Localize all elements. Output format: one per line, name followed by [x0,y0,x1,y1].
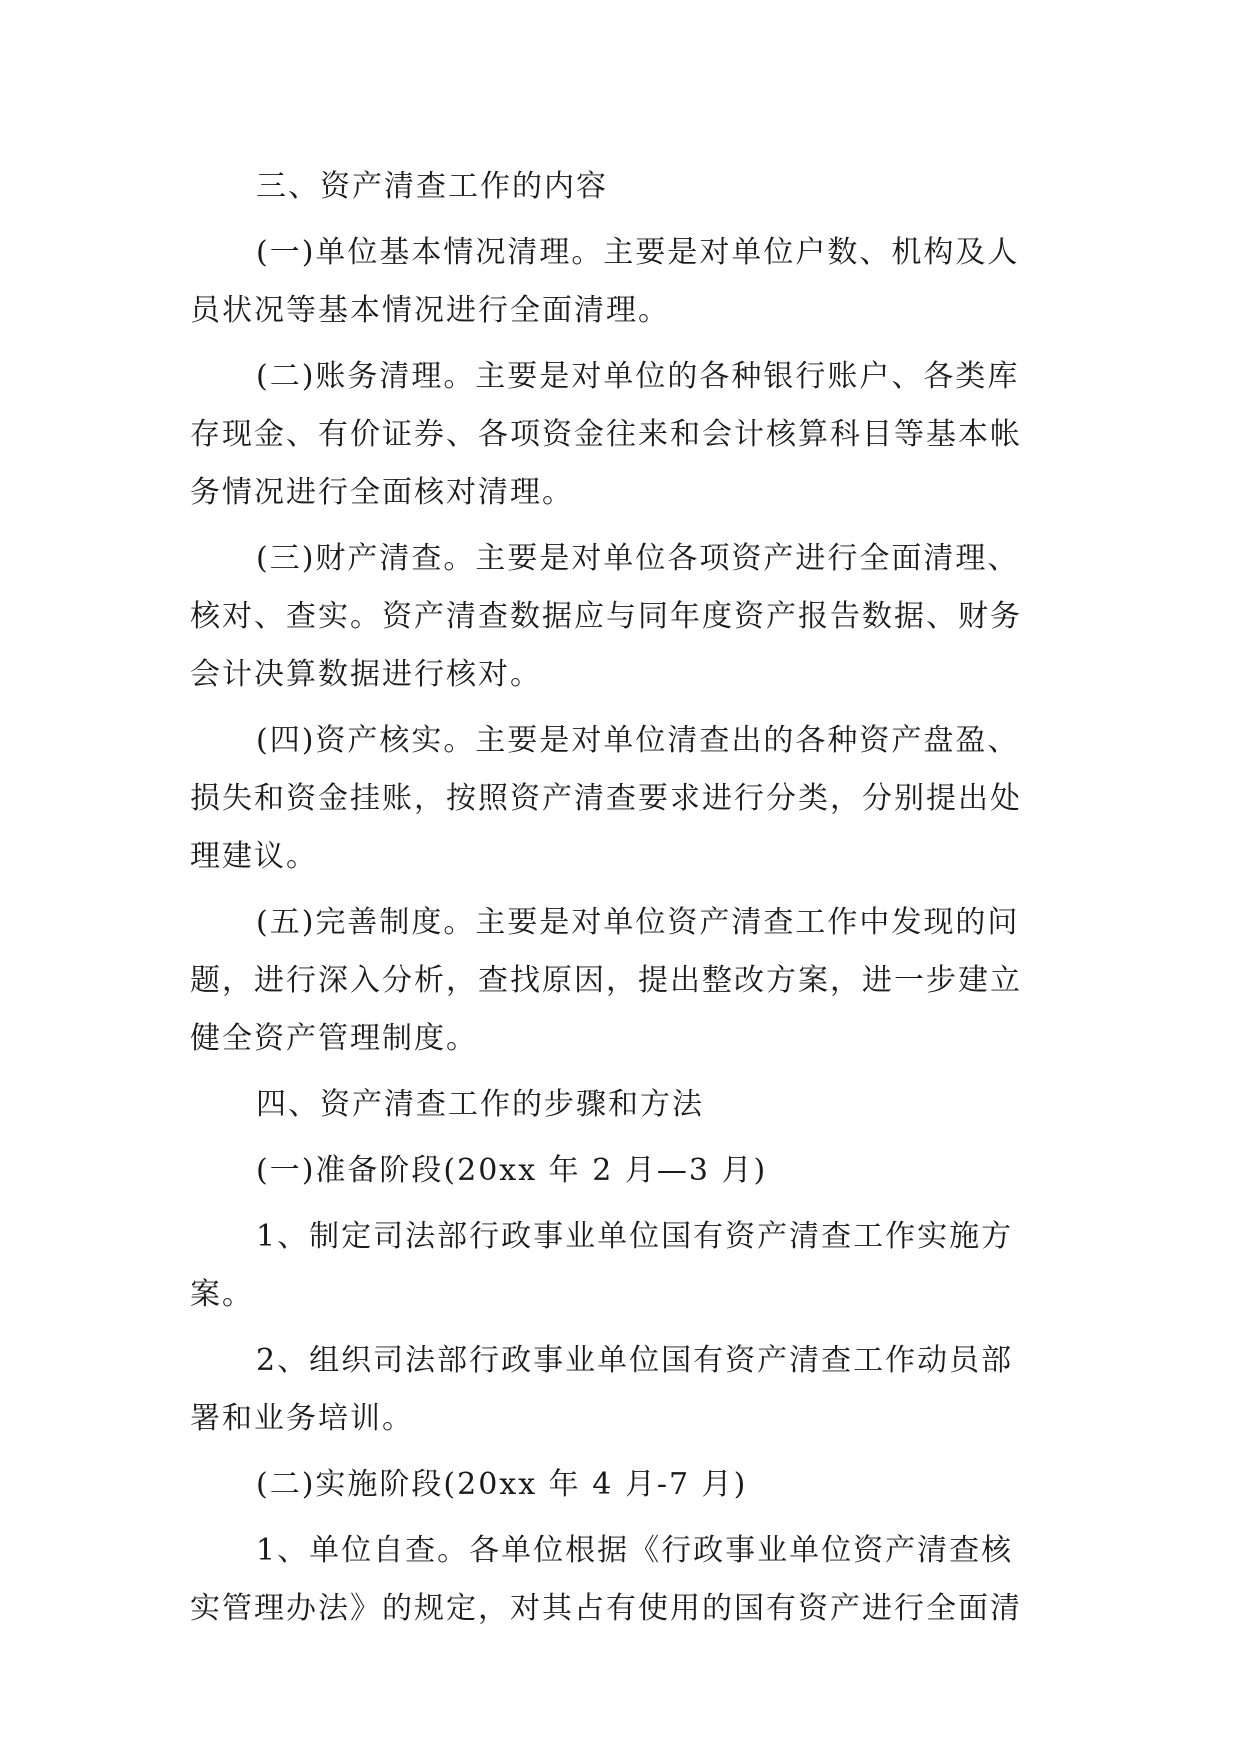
text-line: (五)完善制度。主要是对单位资产清查工作中发现的问 [256,905,1020,940]
document-body [190,158,1060,1638]
text-line: 核对、查实。资产清查数据应与同年度资产报告数据、财务 [190,599,1022,634]
text-line: (一)单位基本情况清理。主要是对单位户数、机构及人 [256,235,1020,270]
text-line: 务情况进行全面核对清理。 [190,475,574,510]
text-line: 案。 [190,1277,254,1312]
text-line: 员状况等基本情况进行全面清理。 [190,293,670,328]
text-line: 会计决算数据进行核对。 [190,657,542,692]
text-line: (二)账务清理。主要是对单位的各种银行账户、各类库 [256,359,1020,394]
text-line: 四、资产清查工作的步骤和方法 [256,1087,704,1122]
text-line: (一)准备阶段(20xx 年 2 月—3 月) [256,1153,768,1188]
text-line: (四)资产核实。主要是对单位清查出的各种资产盘盈、 [256,723,1020,758]
text-line: 1、制定司法部行政事业单位国有资产清查工作实施方 [256,1219,1014,1254]
text-line: 1、单位自查。各单位根据《行政事业单位资产清查核 [256,1533,1014,1568]
text-line: (二)实施阶段(20xx 年 4 月-7 月) [256,1467,748,1502]
text-line: 2、组织司法部行政事业单位国有资产清查工作动员部 [256,1343,1014,1378]
text-line: 实管理办法》的规定，对其占有使用的国有资产进行全面清 [190,1591,1022,1626]
text-line: 署和业务培训。 [190,1401,414,1436]
text-line: 理建议。 [190,839,318,874]
text-line: 存现金、有价证券、各项资金往来和会计核算科目等基本帐 [190,417,1022,452]
text-line: 损失和资金挂账，按照资产清查要求进行分类，分别提出处 [190,781,1022,816]
text-line: 健全资产管理制度。 [190,1021,478,1056]
text-line: 三、资产清查工作的内容 [256,169,608,204]
text-line: (三)财产清查。主要是对单位各项资产进行全面清理、 [256,541,1020,576]
text-line: 题，进行深入分析，查找原因，提出整改方案，进一步建立 [190,963,1022,998]
